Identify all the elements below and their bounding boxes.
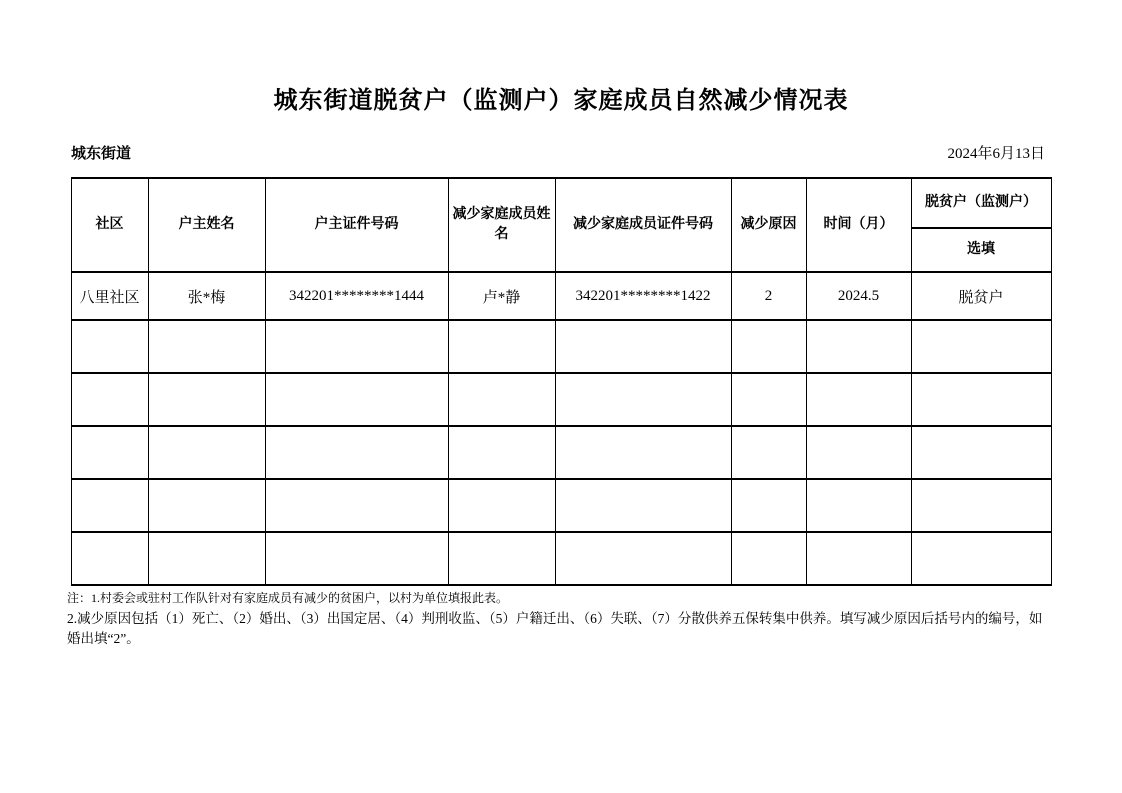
footnotes [67,589,1055,648]
cell-community [71,479,148,532]
footnote-2: 2.减少原因包括（1）死亡、（2）婚出、（3）出国定居、（4）判刑收监、（5）户籍迁出、（6）失联、（7）分散供养五保转集中供养。填写减少原因后括号内的编号，如婚出填“2”。 [67,611,1043,646]
cell-member-id [555,479,731,532]
col-header-reason: 减少原因 [731,178,806,272]
cell-community [71,373,148,426]
cell-head-id [265,373,448,426]
col-header-household-type: 脱贫户（监测户） [911,178,1051,228]
cell-community: 八里社区 [71,272,148,320]
cell-head-name: 张*梅 [148,272,265,320]
cell-household-type [911,532,1051,585]
cell-member-id [555,426,731,479]
table-row-empty [71,320,1051,373]
unit-name: 城东街道 [71,146,132,162]
cell-time-month: 2024.5 [806,272,911,320]
table-row-empty [71,426,1051,479]
cell-household-type [911,373,1051,426]
cell-reason [731,373,806,426]
cell-household-type [911,426,1051,479]
table-row-empty [71,373,1051,426]
cell-head-id [265,426,448,479]
cell-head-id: 342201********1444 [265,272,448,320]
cell-head-name [148,320,265,373]
cell-member-name [448,479,555,532]
cell-member-name [448,373,555,426]
cell-time-month [806,479,911,532]
col-header-member-id: 减少家庭成员证件号码 [555,178,731,272]
cell-time-month [806,320,911,373]
cell-reason: 2 [731,272,806,320]
cell-head-id [265,320,448,373]
table-row-empty [71,479,1051,532]
cell-time-month [806,532,911,585]
page-title: 城东街道脱贫户（监测户）家庭成员自然减少情况表 [273,88,849,114]
cell-community [71,426,148,479]
cell-head-id [265,532,448,585]
footnote-1: 注：1.村委会或驻村工作队针对有家庭成员有减少的贫困户，以村为单位填报此表。 [67,591,509,605]
col-header-community: 社区 [71,178,148,272]
cell-head-id [265,479,448,532]
cell-member-id [555,532,731,585]
cell-member-id: 342201********1422 [555,272,731,320]
col-header-head-name: 户主姓名 [148,178,265,272]
reduction-table [71,177,1052,586]
col-header-member-name: 减少家庭成员姓名 [448,178,555,272]
cell-community [71,320,148,373]
cell-member-id [555,373,731,426]
col-subheader-optional: 选填 [911,228,1051,272]
cell-member-name [448,320,555,373]
table-row [71,272,1051,320]
cell-member-name [448,532,555,585]
cell-time-month [806,426,911,479]
cell-household-type: 脱贫户 [911,272,1051,320]
cell-member-id [555,320,731,373]
cell-head-name [148,532,265,585]
report-date: 2024年6月13日 [947,146,1045,162]
cell-head-name [148,373,265,426]
cell-household-type [911,320,1051,373]
table-row-empty [71,532,1051,585]
cell-reason [731,532,806,585]
cell-member-name [448,426,555,479]
cell-member-name: 卢*静 [448,272,555,320]
cell-reason [731,479,806,532]
cell-reason [731,320,806,373]
col-header-head-id: 户主证件号码 [265,178,448,272]
col-header-time-month: 时间（月） [806,178,911,272]
cell-household-type [911,479,1051,532]
cell-head-name [148,479,265,532]
cell-reason [731,426,806,479]
cell-time-month [806,373,911,426]
cell-community [71,532,148,585]
meta-row [71,142,1051,163]
cell-head-name [148,426,265,479]
